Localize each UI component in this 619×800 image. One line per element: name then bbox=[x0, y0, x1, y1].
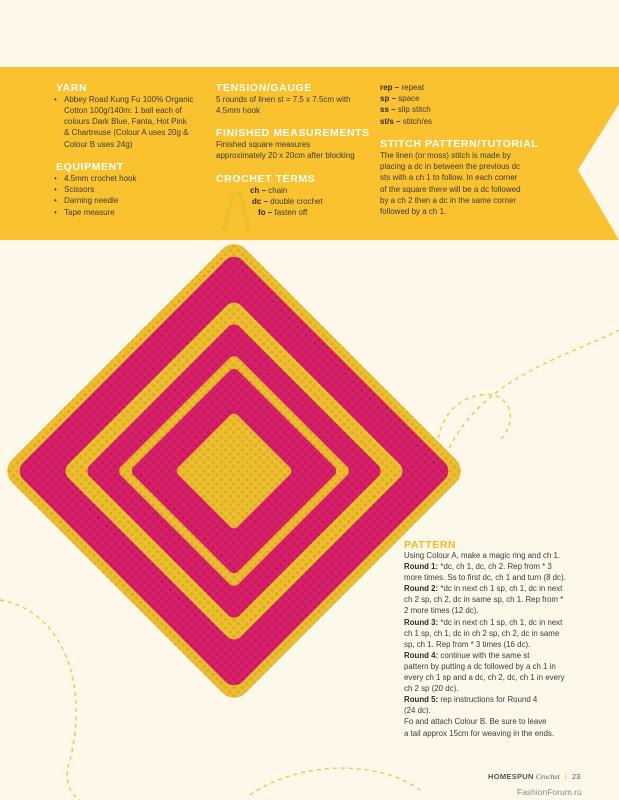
pattern-line: sp, ch 1. Rep from * 3 times (16 dc). bbox=[404, 639, 531, 649]
abbreviation-row: rep – repeat bbox=[380, 83, 425, 92]
term-row: dc – double crochet bbox=[252, 197, 323, 207]
pattern-line: Round 2: *dc in next ch 1 sp, ch 1, dc in next bbox=[404, 584, 563, 594]
pattern-line: a tail approx 15cm for weaving in the ends. bbox=[404, 728, 555, 738]
term-row: ch – chain bbox=[250, 186, 288, 195]
equipment-item: • 4.5mm crochet hook bbox=[54, 173, 214, 184]
page-number: 23 bbox=[571, 772, 581, 781]
pattern-line: Round 5: rep instructions for Round 4 bbox=[404, 695, 538, 705]
pattern-line: ch 2 sp (20 dc). bbox=[404, 684, 459, 694]
magazine-name: HOMESPUN bbox=[488, 772, 534, 781]
pattern-line: 2 more times (12 dc). bbox=[404, 606, 479, 616]
pattern-line: Using Colour A, make a magic ring and ch 1. bbox=[404, 551, 561, 560]
crochet-terms-heading: CROCHET TERMS bbox=[216, 173, 316, 185]
equipment-item: • Scissors bbox=[54, 184, 214, 195]
yarn-heading: YARN bbox=[56, 82, 88, 94]
pattern-line: Round 1: *dc, ch 1, dc, ch 2. Rep from * 3 bbox=[404, 562, 552, 572]
crochet-square bbox=[1, 238, 468, 705]
tension-text: 5 rounds of linen st = 7.5 x 7.5cm with 4.5mm hook bbox=[216, 95, 351, 116]
pattern-line: Round 4: continue with the same st bbox=[404, 650, 530, 660]
equipment-item: • Tape measure bbox=[54, 207, 214, 218]
pattern-line: Round 3: *dc in next ch 1 sp, ch 1, dc in next bbox=[404, 617, 563, 627]
pattern-line: more times. Ss to first dc, ch 1 and turn (8 dc). bbox=[404, 573, 566, 583]
watermark: FashionForum.ru bbox=[517, 787, 582, 797]
pattern-line: (24 dc). bbox=[404, 706, 431, 716]
pattern-heading: PATTERN bbox=[404, 539, 457, 551]
pattern-line: ch 1 sp, ch 1, dc in ch 2 sp, ch 2, dc in same bbox=[404, 628, 560, 638]
yarn-continued: Cotton 100g/140m: 1 ball each of colours Dark Blue, Fanta, Hot Pink & Chartreuse (Colour A uses 20g & Colour B uses 24g) bbox=[64, 106, 189, 149]
abbreviation-row: ss – slip stitch bbox=[380, 105, 431, 115]
term-row: fo – fasten off bbox=[258, 208, 308, 218]
finished-measurements-heading: FINISHED MEASUREMENTS bbox=[216, 127, 370, 139]
pattern-line: pattern by putting a dc followed by a ch 1 in bbox=[404, 661, 556, 671]
abbreviation-row: sp – space bbox=[380, 94, 420, 104]
stitch-pattern-text: The linen (or moss) stitch is made by placing a dc in between the previous dc sts with a ch 1 to follow. In each corner of the square there will be a dc followed by a ch 2 then a dc in the same corner followed by a ch 1. bbox=[380, 151, 521, 217]
yarn-line: • Abbey Road Kung Fu 100% Organic bbox=[54, 94, 214, 105]
tension-heading: TENSION/GAUGE bbox=[216, 82, 312, 94]
equipment-heading: EQUIPMENT bbox=[56, 161, 124, 173]
abbreviation-row: st/s – stitch/es bbox=[380, 116, 433, 126]
pattern-line: every ch 1 sp and a dc, ch 2, dc, ch 1 in every bbox=[404, 673, 565, 683]
pattern-instructions bbox=[404, 550, 584, 739]
pattern-line: ch 2 sp, ch 2, dc in same sp, ch 1. Rep from * bbox=[404, 595, 564, 605]
pattern-line: Fo and attach Colour B. Be sure to leave bbox=[404, 717, 547, 727]
hanging-loop bbox=[224, 193, 248, 230]
magazine-subtitle: Crochet bbox=[535, 772, 560, 781]
page-footer: HOMESPUN Crochet | 23 bbox=[488, 772, 581, 781]
stitch-pattern-heading: STITCH PATTERN/TUTORIAL bbox=[380, 138, 539, 150]
equipment-item: • Darning needle bbox=[54, 195, 214, 206]
finished-measurements-text: Finished square measures approximately 20 x 20cm after blocking bbox=[216, 140, 355, 161]
